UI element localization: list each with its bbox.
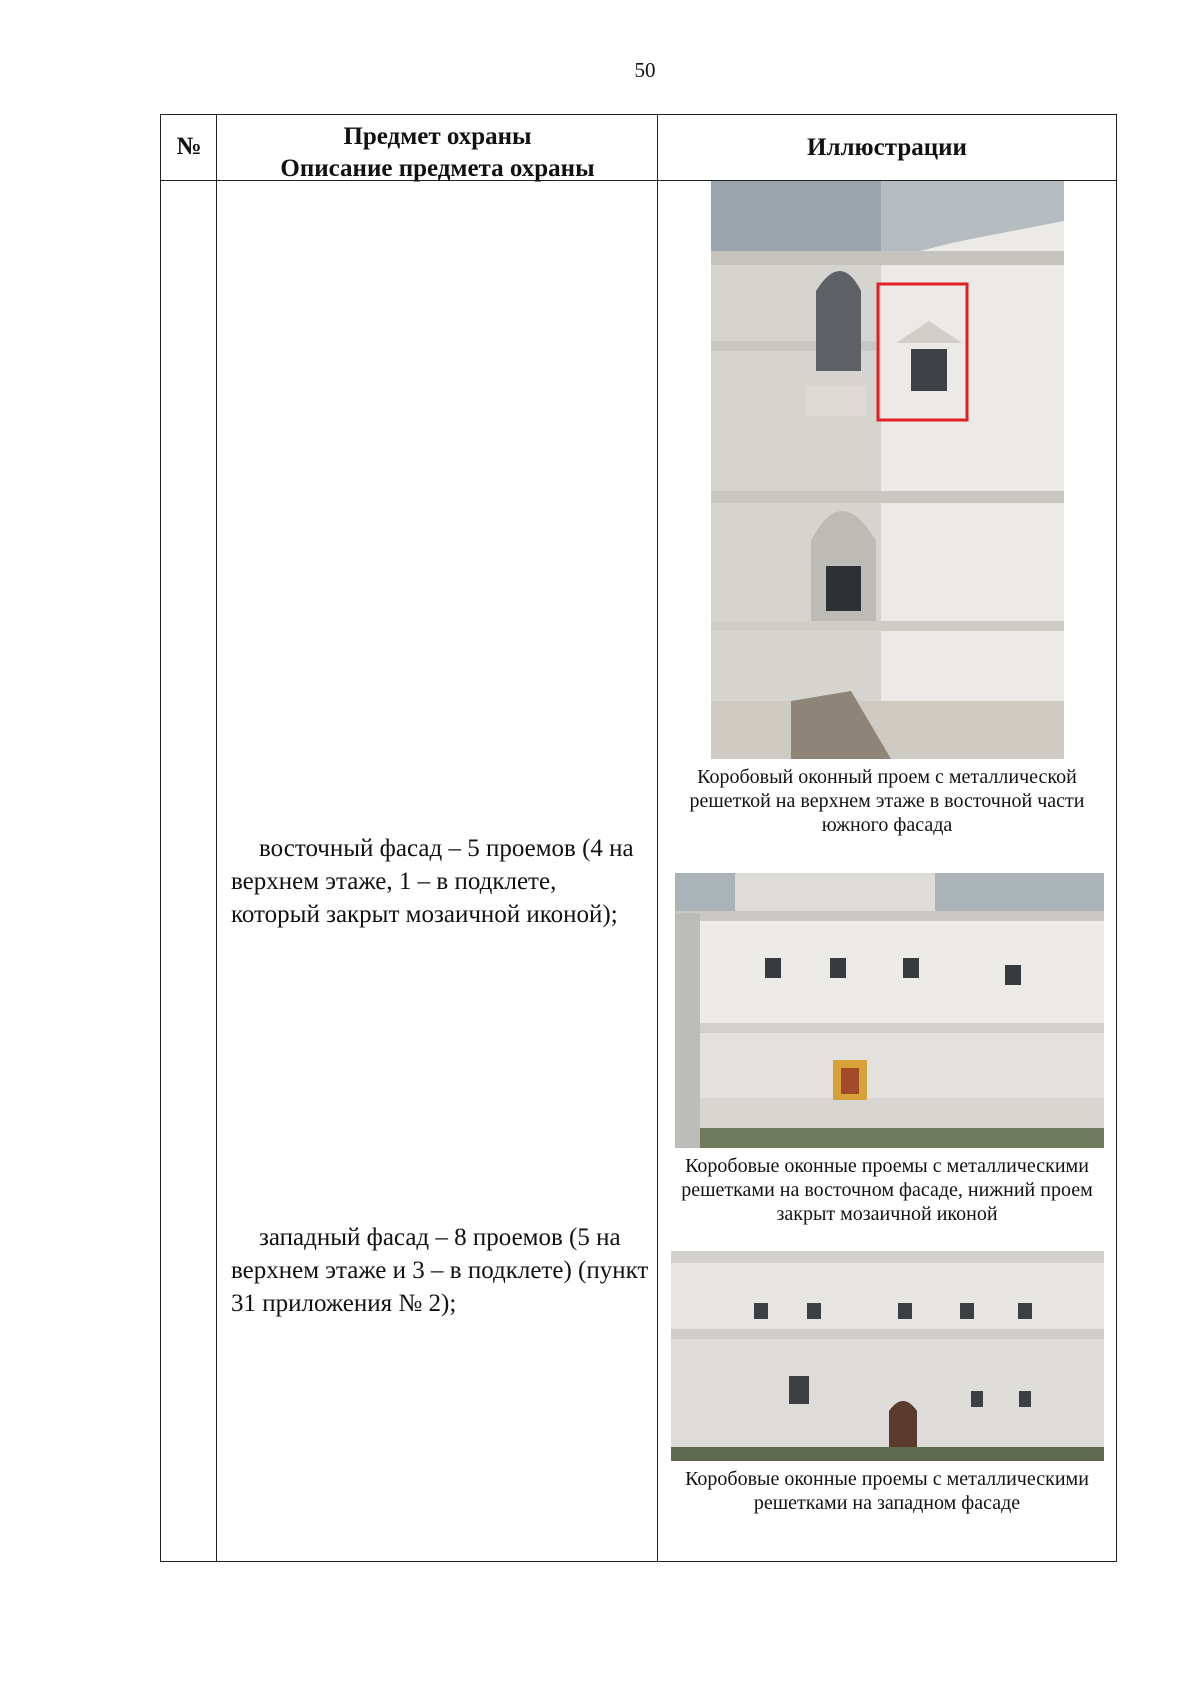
header-subject-title: Предмет охраны [343,123,532,150]
description-east-facade: восточный фасад – 5 проемов (4 на верхнем этаже, 1 – в подклете, который закрыт мозаичной иконой); [231,835,634,928]
photo-east-facade [675,873,1104,1148]
page-number: 50 [634,58,656,82]
header-subject [217,121,658,185]
column-divider [216,115,217,1561]
photo-west-facade [671,1251,1104,1461]
description-west-facade: западный фасад – 8 проемов (5 на верхнем этаже и 3 – в подклете) (пункт 31 приложения № 2); [231,1224,649,1317]
caption-south-facade: Коробовый оконный проем с металлической решеткой на верхнем этаже в восточной части южного фасада [689,766,1085,836]
column-divider [657,115,658,1561]
protection-table [160,114,1117,1562]
caption-west-facade: Коробовые оконные проемы с металлическими решетками на западном фасаде [685,1468,1089,1514]
caption-east-facade: Коробовые оконные проемы с металлическими решетками на восточном фасаде, нижний проем закрыт мозаичной иконой [681,1155,1093,1225]
photo-south-facade-window [711,181,1064,759]
header-subject-description: Описание предмета охраны [280,155,595,182]
header-illustrations: Иллюстрации [807,134,967,161]
header-number: № [176,133,202,160]
